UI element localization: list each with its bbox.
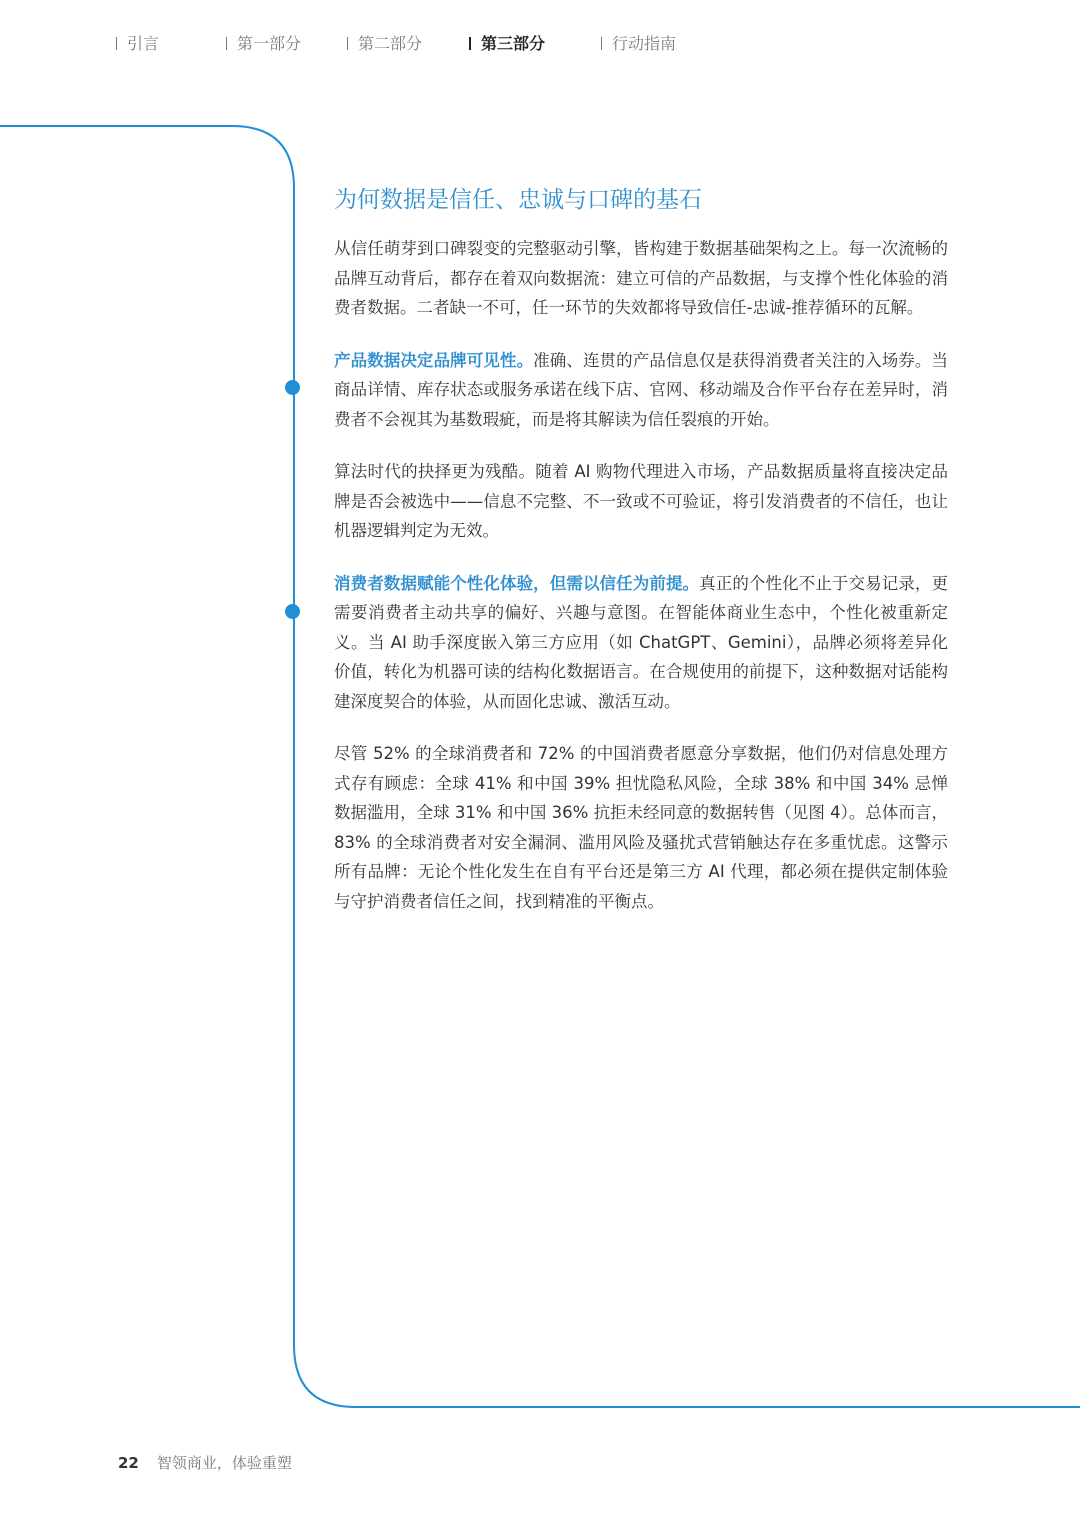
nav-item-label: 第二部分 <box>358 34 423 53</box>
nav-item-label: 行动指南 <box>612 34 677 53</box>
product-data-body: 准确、连贯的产品信息仅是获得消费者关注的入场券。当商品详情、库存状态或服务承诺在线下店、官网、移动端及合作平台存在差异时，消费者不会视其为基数瑕疵，而是将其解读为信任裂痕的开始。 <box>334 350 949 429</box>
nav-item-label: 第一部分 <box>237 34 302 53</box>
publication-title: 智领商业，体验重塑 <box>156 1454 292 1472</box>
statistics-paragraph: 尽管 52% 的全球消费者和 72% 的中国消费者愿意分享数据，他们仍对信息处理方式存有顾虑：全球 41% 和中国 39% 担忧隐私风险，全球 38% 和中国 34% 忌惮数据滥用，全球 31% 和中国 36% 抗拒未经同意的数据转售（见图 4）。总体而言，83% 的全球消费者对安全漏洞、滥用风险及骚扰式营销触达存在多重忧虑。这警示所有品牌：无论个性化发生在自有平台还是第三方 AI 代理，都必须在提供定制体验与守护消费者信任之间，找到精准的平衡点。 <box>334 744 948 911</box>
page-number: 22 <box>118 1454 139 1472</box>
intro-paragraph: 从信任萌芽到口碑裂变的完整驱动引擎，皆构建于数据基础架构之上。每一次流畅的品牌互动背后，都存在着双向数据流：建立可信的产品数据，与支撑个性化体验的消费者数据。二者缺一不可，任一环节的失效都将导致信任-忠诚-推荐循环的瓦解。 <box>334 239 948 317</box>
bullet-dot <box>285 604 300 619</box>
consumer-data-lead: 消费者数据赋能个性化体验，但需以信任为前提。 <box>334 573 700 593</box>
product-data-paragraph <box>334 346 948 435</box>
nav-item-label: 引言 <box>127 34 160 53</box>
main-content <box>334 180 948 939</box>
consumer-data-paragraph <box>334 569 948 717</box>
section-title: 为何数据是信任、忠诚与口碑的基石 <box>334 187 702 213</box>
algorithm-paragraph: 算法时代的抉择更为残酷。随着 AI 购物代理进入市场，产品数据质量将直接决定品牌是否会被选中——信息不完整、不一致或不可验证，将引发消费者的不信任，也让机器逻辑判定为无效。 <box>334 462 948 540</box>
bullet-dot <box>285 380 300 395</box>
product-data-lead: 产品数据决定品牌可见性。 <box>334 350 534 370</box>
page-footer <box>118 1452 292 1476</box>
consumer-data-body: 真正的个性化不止于交易记录，更需要消费者主动共享的偏好、兴趣与意图。在智能体商业生态中，个性化被重新定义。当 AI 助手深度嵌入第三方应用（如 ChatGPT、Gemini），品牌必须将差异化价值，转化为机器可读的结构化数据语言。在合规使用的前提下，这种数据对话能构建深度契合的体验，从而固化忠诚、激活互动。 <box>334 573 949 711</box>
nav-item-label: 第三部分 <box>481 34 546 53</box>
